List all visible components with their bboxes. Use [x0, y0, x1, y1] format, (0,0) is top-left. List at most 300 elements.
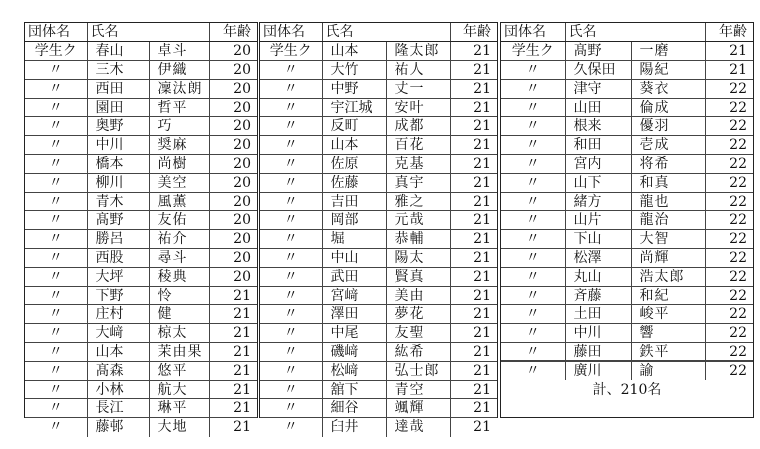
roster-sheet [24, 22, 754, 436]
age-cell: 21 [450, 380, 497, 399]
table-row [501, 286, 753, 305]
age-cell: 21 [450, 305, 497, 324]
given-name-cell: 峻平 [631, 305, 705, 324]
surname-cell: 山本 [322, 136, 386, 155]
age-cell: 21 [450, 192, 497, 211]
table-row [25, 305, 257, 324]
table-row [25, 42, 257, 61]
table-row [260, 305, 497, 324]
group-cell: 学生ク [25, 42, 87, 61]
age-cell: 21 [450, 324, 497, 343]
given-name-cell: 茉由果 [149, 343, 209, 362]
surname-cell: 山片 [565, 211, 631, 230]
given-name-cell: 浩太郎 [631, 267, 705, 286]
surname-cell: 堀 [322, 230, 386, 249]
surname-cell: 三木 [87, 61, 149, 80]
surname-cell: 中川 [87, 136, 149, 155]
table-row [501, 117, 753, 136]
table-row [25, 343, 257, 362]
group-cell: 〃 [501, 267, 565, 286]
age-cell: 20 [209, 192, 257, 211]
table-header-row [501, 23, 753, 42]
table-row [260, 117, 497, 136]
group-cell: 〃 [501, 249, 565, 268]
table-row [260, 61, 497, 80]
table-row [25, 249, 257, 268]
given-name-cell: 哲平 [149, 98, 209, 117]
given-name-cell: 凜汰朗 [149, 79, 209, 98]
group-cell: 〃 [260, 98, 322, 117]
age-cell: 20 [209, 230, 257, 249]
given-name-cell: 恭輔 [386, 230, 450, 249]
given-name-cell: 克基 [386, 155, 450, 174]
group-cell: 〃 [501, 230, 565, 249]
given-name-cell: 龍治 [631, 211, 705, 230]
given-name-cell: 青空 [386, 380, 450, 399]
given-name-cell: 大智 [631, 230, 705, 249]
table-row [260, 230, 497, 249]
table-row [25, 380, 257, 399]
given-name-cell: 諭 [631, 361, 705, 380]
surname-cell: 藤田 [565, 343, 631, 362]
group-cell: 〃 [260, 343, 322, 362]
table-row [25, 98, 257, 117]
given-name-cell: 健 [149, 305, 209, 324]
table-row [25, 117, 257, 136]
surname-cell: 廣川 [565, 361, 631, 380]
surname-cell: 吉田 [322, 192, 386, 211]
group-cell: 〃 [501, 361, 565, 380]
age-cell: 20 [209, 117, 257, 136]
surname-cell: 橋本 [87, 155, 149, 174]
surname-cell: 奥野 [87, 117, 149, 136]
age-cell: 21 [450, 136, 497, 155]
given-name-cell: 丈一 [386, 79, 450, 98]
given-name-cell: 一磨 [631, 42, 705, 61]
given-name-cell: 壱成 [631, 136, 705, 155]
roster-column-1 [24, 22, 258, 436]
table-row [260, 155, 497, 174]
table-row [501, 98, 753, 117]
table-row [501, 305, 753, 324]
group-cell: 〃 [25, 211, 87, 230]
given-name-cell: 陽紀 [631, 61, 705, 80]
table-row [25, 61, 257, 80]
age-cell: 22 [729, 362, 747, 379]
age-cell: 21 [209, 324, 257, 343]
surname-cell: 下野 [87, 286, 149, 305]
group-cell: 〃 [25, 136, 87, 155]
group-cell: 〃 [25, 305, 87, 324]
table-row [25, 267, 257, 286]
given-name-cell: 大地 [149, 418, 209, 437]
age-cell: 20 [209, 155, 257, 174]
given-name-cell: 椋太 [149, 324, 209, 343]
given-name-cell: 悠平 [149, 361, 209, 380]
age-cell: 21 [450, 173, 497, 192]
age-cell: 21 [209, 380, 257, 399]
header-name: 氏名 [322, 23, 450, 42]
surname-cell: 中野 [322, 79, 386, 98]
surname-cell: 髙野 [565, 42, 631, 61]
group-cell: 〃 [260, 249, 322, 268]
age-cell: 22 [705, 305, 753, 324]
age-cell: 22 [705, 155, 753, 174]
surname-cell: 青木 [87, 192, 149, 211]
surname-cell: 中山 [322, 249, 386, 268]
given-name-cell: 和紀 [631, 286, 705, 305]
given-name-cell: 元哉 [386, 211, 450, 230]
group-cell: 学生ク [260, 42, 322, 61]
group-cell: 〃 [260, 230, 322, 249]
age-cell: 20 [209, 136, 257, 155]
age-cell: 21 [450, 42, 497, 61]
table-row [260, 361, 497, 380]
age-cell: 22 [705, 117, 753, 136]
age-cell: 22 [705, 324, 753, 343]
surname-cell: 大﨑 [87, 324, 149, 343]
table-row [260, 79, 497, 98]
group-cell: 〃 [25, 418, 87, 437]
group-cell: 〃 [501, 343, 565, 362]
group-cell: 〃 [25, 380, 87, 399]
age-cell: 21 [450, 61, 497, 80]
given-name-cell: 優羽 [631, 117, 705, 136]
table-row [25, 192, 257, 211]
given-name-cell: 成都 [386, 117, 450, 136]
given-name-cell: 卓斗 [149, 42, 209, 61]
given-name-cell: 真宇 [386, 173, 450, 192]
age-cell: 22 [705, 249, 753, 268]
group-cell: 〃 [260, 267, 322, 286]
age-cell: 21 [450, 155, 497, 174]
surname-cell: 和田 [565, 136, 631, 155]
group-cell: 〃 [25, 399, 87, 418]
group-cell: 〃 [501, 173, 565, 192]
table-row [25, 136, 257, 155]
surname-cell: 磯﨑 [322, 343, 386, 362]
surname-cell: 園田 [87, 98, 149, 117]
surname-cell: 舘下 [322, 380, 386, 399]
given-name-cell: 響 [631, 324, 705, 343]
group-cell: 〃 [501, 305, 565, 324]
age-cell: 20 [209, 79, 257, 98]
table-row [260, 249, 497, 268]
group-cell: 〃 [25, 117, 87, 136]
header-age: 年齢 [705, 23, 753, 42]
age-cell: 21 [450, 230, 497, 249]
group-cell: 〃 [25, 192, 87, 211]
table-row [501, 61, 753, 80]
table-row [25, 230, 257, 249]
table-row [25, 286, 257, 305]
group-cell: 〃 [260, 211, 322, 230]
surname-cell: 緒方 [565, 192, 631, 211]
surname-cell: 小林 [87, 380, 149, 399]
table-row [260, 399, 497, 418]
table-row [25, 399, 257, 418]
age-cell: 21 [450, 211, 497, 230]
age-cell: 22 [705, 343, 753, 362]
age-cell: 22 [705, 192, 753, 211]
table-row [501, 136, 753, 155]
table-row [25, 173, 257, 192]
group-cell: 〃 [501, 286, 565, 305]
age-cell: 22 [705, 136, 753, 155]
group-cell: 〃 [25, 61, 87, 80]
roster-table-2 [260, 23, 497, 437]
surname-cell: 松﨑 [322, 361, 386, 380]
given-name-cell: 奨麻 [149, 136, 209, 155]
age-cell: 21 [450, 98, 497, 117]
group-cell: 〃 [501, 136, 565, 155]
group-cell: 〃 [25, 98, 87, 117]
roster-column-2 [259, 22, 498, 436]
table-row [501, 173, 753, 192]
given-name-cell: 友佑 [149, 211, 209, 230]
group-cell: 〃 [25, 173, 87, 192]
group-cell: 〃 [260, 361, 322, 380]
surname-cell: 西田 [87, 79, 149, 98]
group-cell: 〃 [260, 192, 322, 211]
table-header-row [25, 23, 257, 42]
table-row [260, 42, 497, 61]
surname-cell: 丸山 [565, 267, 631, 286]
table-row [501, 155, 753, 174]
age-cell: 21 [450, 286, 497, 305]
age-cell: 21 [473, 419, 491, 436]
group-cell: 〃 [260, 286, 322, 305]
given-name-cell: 巧 [149, 117, 209, 136]
table-row [501, 79, 753, 98]
age-cell: 22 [705, 211, 753, 230]
surname-cell: 西股 [87, 249, 149, 268]
group-cell: 〃 [25, 267, 87, 286]
surname-cell: 宮﨑 [322, 286, 386, 305]
surname-cell: 山下 [565, 173, 631, 192]
given-name-cell: 賢真 [386, 267, 450, 286]
surname-cell: 勝呂 [87, 230, 149, 249]
surname-cell: 春山 [87, 42, 149, 61]
given-name-cell: 和真 [631, 173, 705, 192]
surname-cell: 髙野 [87, 211, 149, 230]
table-row [260, 324, 497, 343]
table-row [260, 211, 497, 230]
group-cell: 学生ク [501, 42, 565, 61]
group-cell: 〃 [25, 324, 87, 343]
age-cell: 20 [209, 173, 257, 192]
surname-cell: 津守 [565, 79, 631, 98]
roster-table-3 [501, 23, 753, 380]
age-cell: 20 [209, 61, 257, 80]
given-name-cell: 安叶 [386, 98, 450, 117]
age-cell: 22 [705, 98, 753, 117]
given-name-cell: 達哉 [386, 418, 450, 437]
group-cell: 〃 [25, 361, 87, 380]
surname-cell: 宇江城 [322, 98, 386, 117]
header-group: 団体名 [260, 23, 322, 42]
group-cell: 〃 [501, 155, 565, 174]
table-row [260, 98, 497, 117]
given-name-cell: 尚樹 [149, 155, 209, 174]
age-cell: 22 [705, 286, 753, 305]
table-row [501, 211, 753, 230]
group-cell: 〃 [501, 324, 565, 343]
group-cell: 〃 [25, 230, 87, 249]
age-cell: 21 [450, 343, 497, 362]
group-cell: 〃 [260, 324, 322, 343]
given-name-cell: 風薫 [149, 192, 209, 211]
surname-cell: 中尾 [322, 324, 386, 343]
given-name-cell: 龍也 [631, 192, 705, 211]
age-cell: 21 [450, 399, 497, 418]
age-cell: 21 [450, 249, 497, 268]
roster-column-3 [500, 22, 754, 418]
table-header-row [260, 23, 497, 42]
given-name-cell: 稜典 [149, 267, 209, 286]
group-cell: 〃 [260, 136, 322, 155]
given-name-cell: 怜 [149, 286, 209, 305]
group-cell: 〃 [25, 343, 87, 362]
table-row [260, 136, 497, 155]
surname-cell: 藤邨 [87, 418, 149, 437]
age-cell: 21 [209, 399, 257, 418]
surname-cell: 中川 [565, 324, 631, 343]
group-cell: 〃 [501, 98, 565, 117]
age-cell: 20 [209, 98, 257, 117]
group-cell: 〃 [25, 286, 87, 305]
group-cell: 〃 [260, 399, 322, 418]
table-row [260, 192, 497, 211]
given-name-cell: 弘士郎 [386, 361, 450, 380]
age-cell: 22 [705, 230, 753, 249]
given-name-cell: 美由 [386, 286, 450, 305]
group-cell: 〃 [260, 61, 322, 80]
surname-cell: 山田 [565, 98, 631, 117]
surname-cell: 根来 [565, 117, 631, 136]
given-name-cell: 伊織 [149, 61, 209, 80]
given-name-cell: 将希 [631, 155, 705, 174]
group-cell: 〃 [260, 380, 322, 399]
age-cell: 22 [705, 173, 753, 192]
table-row [260, 267, 497, 286]
given-name-cell: 紘希 [386, 343, 450, 362]
age-cell: 21 [705, 42, 753, 61]
age-cell: 21 [209, 343, 257, 362]
table-row [25, 79, 257, 98]
surname-cell: 宮内 [565, 155, 631, 174]
surname-cell: 斉藤 [565, 286, 631, 305]
surname-cell: 庄村 [87, 305, 149, 324]
given-name-cell: 隆太郎 [386, 42, 450, 61]
given-name-cell: 友聖 [386, 324, 450, 343]
table-row [501, 343, 753, 362]
surname-cell: 土田 [565, 305, 631, 324]
given-name-cell: 陽太 [386, 249, 450, 268]
table-row [501, 267, 753, 286]
given-name-cell: 夢花 [386, 305, 450, 324]
table-row [260, 173, 497, 192]
table-row [260, 286, 497, 305]
given-name-cell: 祐介 [149, 230, 209, 249]
age-cell: 20 [209, 249, 257, 268]
table-row [260, 418, 497, 437]
table-row [25, 324, 257, 343]
age-cell: 20 [209, 267, 257, 286]
surname-cell: 細谷 [322, 399, 386, 418]
age-cell: 21 [209, 361, 257, 380]
given-name-cell: 尋斗 [149, 249, 209, 268]
age-cell: 20 [209, 211, 257, 230]
given-name-cell: 鉄平 [631, 343, 705, 362]
surname-cell: 柳川 [87, 173, 149, 192]
header-group: 団体名 [25, 23, 87, 42]
roster-table-1 [25, 23, 257, 437]
surname-cell: 臼井 [322, 418, 386, 437]
surname-cell: 澤田 [322, 305, 386, 324]
age-cell: 21 [450, 117, 497, 136]
given-name-cell: 尚輝 [631, 249, 705, 268]
given-name-cell: 葵衣 [631, 79, 705, 98]
surname-cell: 佐藤 [322, 173, 386, 192]
surname-cell: 下山 [565, 230, 631, 249]
age-cell: 21 [450, 361, 497, 380]
header-name: 氏名 [565, 23, 705, 42]
table-row [501, 42, 753, 61]
age-cell: 21 [705, 61, 753, 80]
surname-cell: 久保田 [565, 61, 631, 80]
given-name-cell: 航大 [149, 380, 209, 399]
age-cell: 22 [705, 79, 753, 98]
given-name-cell: 颯輝 [386, 399, 450, 418]
table-row [25, 361, 257, 380]
given-name-cell: 祐人 [386, 61, 450, 80]
table-row [260, 343, 497, 362]
group-cell: 〃 [260, 117, 322, 136]
header-group: 団体名 [501, 23, 565, 42]
group-cell: 〃 [501, 211, 565, 230]
surname-cell: 髙森 [87, 361, 149, 380]
group-cell: 〃 [25, 155, 87, 174]
age-cell: 22 [705, 267, 753, 286]
group-cell: 〃 [501, 61, 565, 80]
group-cell: 〃 [260, 79, 322, 98]
table-row [25, 155, 257, 174]
surname-cell: 山本 [322, 42, 386, 61]
group-cell: 〃 [25, 79, 87, 98]
surname-cell: 佐原 [322, 155, 386, 174]
surname-cell: 反町 [322, 117, 386, 136]
table-row [501, 249, 753, 268]
surname-cell: 長江 [87, 399, 149, 418]
group-cell: 〃 [260, 173, 322, 192]
group-cell: 〃 [25, 249, 87, 268]
table-row [501, 230, 753, 249]
total-count: 計、210名 [501, 360, 753, 417]
surname-cell: 武田 [322, 267, 386, 286]
age-cell: 21 [450, 267, 497, 286]
table-row [501, 324, 753, 343]
given-name-cell: 琳平 [149, 399, 209, 418]
table-row [501, 192, 753, 211]
age-cell: 21 [209, 305, 257, 324]
surname-cell: 大坪 [87, 267, 149, 286]
surname-cell: 大竹 [322, 61, 386, 80]
header-age: 年齢 [209, 23, 257, 42]
age-cell: 21 [209, 286, 257, 305]
group-cell: 〃 [501, 79, 565, 98]
given-name-cell: 百花 [386, 136, 450, 155]
